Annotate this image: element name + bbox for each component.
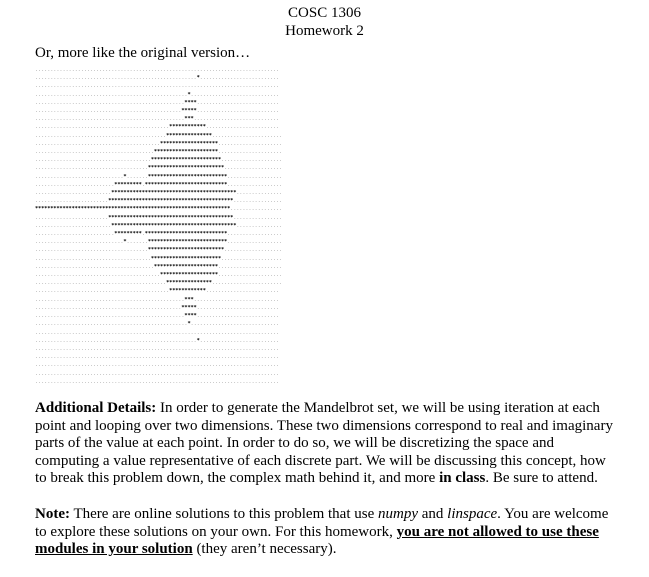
note-body: There are online solutions to this problem that use	[69, 506, 378, 522]
linspace-term: linspace	[447, 506, 498, 522]
homework-title: Homework 2	[285, 23, 364, 39]
ascii-art-text: ................................................................................ .....................................................*.......................... ................................................................................ ..................................................*............................. .................................................****........................... ................................................*****........................... .................................................***............................ ............................................************........................ ...........................................***************....................... .........................................*******************..................... .......................................*********************..................... ......................................***********************.................... .....................................*************************................... .............................*.......**************************.................. ..........................*********.***************************.................. .........................*****************************************............... ........................*****************************************................ ****************************************************************................. ........................*****************************************................ .........................*****************************************............... ..........................*********.***************************.................. .............................*.......**************************.................. .....................................*************************................... ......................................***********************.................... .......................................*********************..................... .........................................*******************..................... ...........................................***************....................... ............................................************........................ .................................................***............................ ................................................*****........................... .................................................****........................... ..................................................*............................. ................................................................................ .....................................................*.......................... ................................................................................ ................................................................................ ................................................................................ ................................................................................ ................................................................................ ................................................................................	[35, 67, 283, 390]
in-class-emphasis: in class	[439, 470, 486, 487]
note-paragraph	[35, 506, 620, 559]
additional-details-paragraph	[35, 400, 620, 488]
details-body: In order to generate the Mandelbrot set, we will be using iteration at each point and looping over two dimensions. These two dimensions correspond to real and imaginary parts of the value at each point. In order to do so, we will be discretizing the space and computing a value representative of each discrete part. We will be discussing this concept, how to break this problem down, the complex math behind it, and more	[35, 400, 613, 487]
note-and: and	[417, 506, 448, 522]
document-header	[0, 4, 649, 40]
numpy-term: numpy	[377, 506, 418, 522]
note-heading: Note:	[35, 506, 70, 522]
restriction-text: you are not allowed to use these modules in your solution	[35, 523, 599, 558]
details-heading: Additional Details:	[35, 400, 157, 416]
intro-text: Or, more like the original version…	[35, 45, 251, 61]
mandelbrot-ascii-art	[35, 66, 410, 390]
note-ending: (they aren’t necessary).	[192, 541, 337, 558]
course-title: COSC 1306	[288, 5, 361, 21]
details-ending: . Be sure to attend.	[485, 470, 598, 487]
note-body-2: . You are welcome to explore these solutions on your own. For this homework,	[35, 506, 609, 540]
